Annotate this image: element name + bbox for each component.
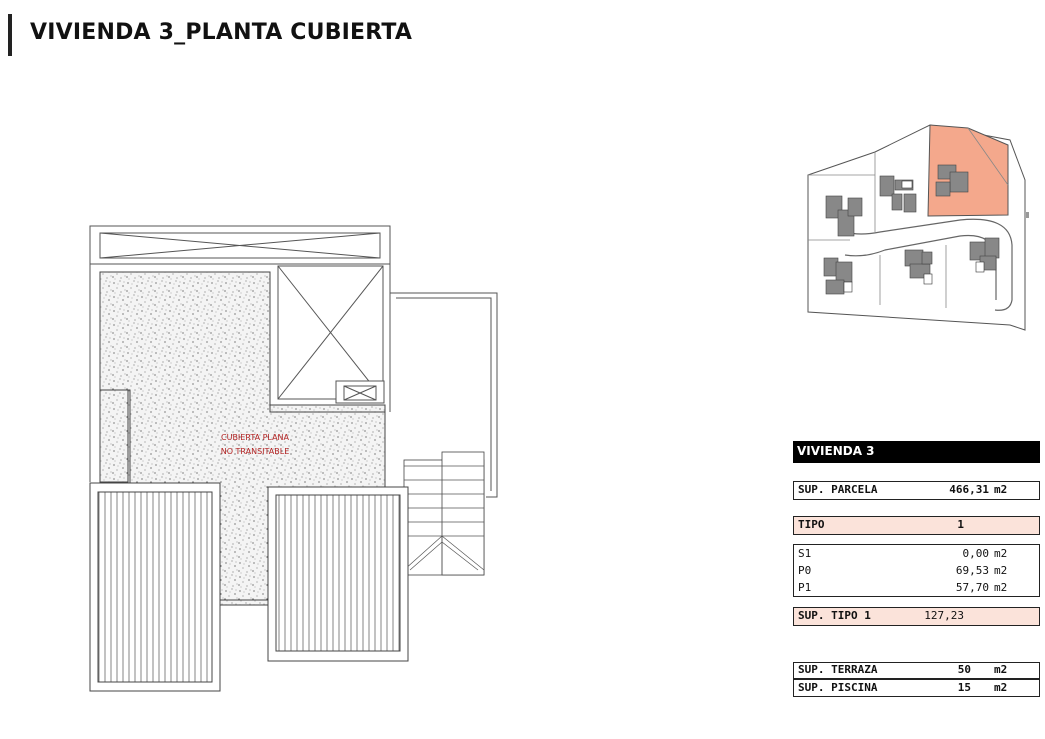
sup-tipo-label: SUP. TIPO 1 <box>798 609 871 622</box>
piscina-unit: m2 <box>994 681 1008 694</box>
level-label: S1 <box>798 547 812 560</box>
parcela-value: 466,31 <box>949 483 989 496</box>
tipo-row <box>793 516 1040 535</box>
level-value: 57,70 <box>955 581 989 594</box>
sup-tipo-value: 127,23 <box>924 609 964 622</box>
info-header-label: VIVIENDA 3 <box>797 444 875 458</box>
level-unit: m2 <box>994 564 1008 577</box>
tipo-label: TIPO <box>798 518 825 531</box>
tipo-value: 1 <box>957 518 964 531</box>
terraza-row <box>793 662 1040 679</box>
parcela-row <box>793 481 1040 500</box>
level-unit: m2 <box>994 581 1008 594</box>
info-header <box>793 441 1040 463</box>
level-label: P1 <box>798 581 812 594</box>
parcela-label: SUP. PARCELA <box>798 483 878 496</box>
terraza-value: 50 <box>957 663 971 676</box>
terraza-label: SUP. TERRAZA <box>798 663 878 676</box>
level-value: 69,53 <box>955 564 989 577</box>
piscina-value: 15 <box>957 681 971 694</box>
level-value: 0,00 <box>962 547 989 560</box>
roof-label-line1: CUBIERTA PLANA <box>221 433 289 442</box>
levels-box <box>793 544 1040 597</box>
piscina-label: SUP. PISCINA <box>798 681 878 694</box>
piscina-row <box>793 679 1040 697</box>
sup-tipo-row <box>793 607 1040 626</box>
page-title: VIVIENDA 3_PLANTA CUBIERTA <box>30 20 413 45</box>
level-unit: m2 <box>994 547 1008 560</box>
level-row <box>794 580 1039 596</box>
level-row <box>794 563 1039 579</box>
level-row <box>794 546 1039 562</box>
roof-label-line2: NO TRANSITABLE <box>220 447 290 456</box>
terraza-unit: m2 <box>994 663 1008 676</box>
parcela-unit: m2 <box>994 483 1008 496</box>
level-label: P0 <box>798 564 812 577</box>
